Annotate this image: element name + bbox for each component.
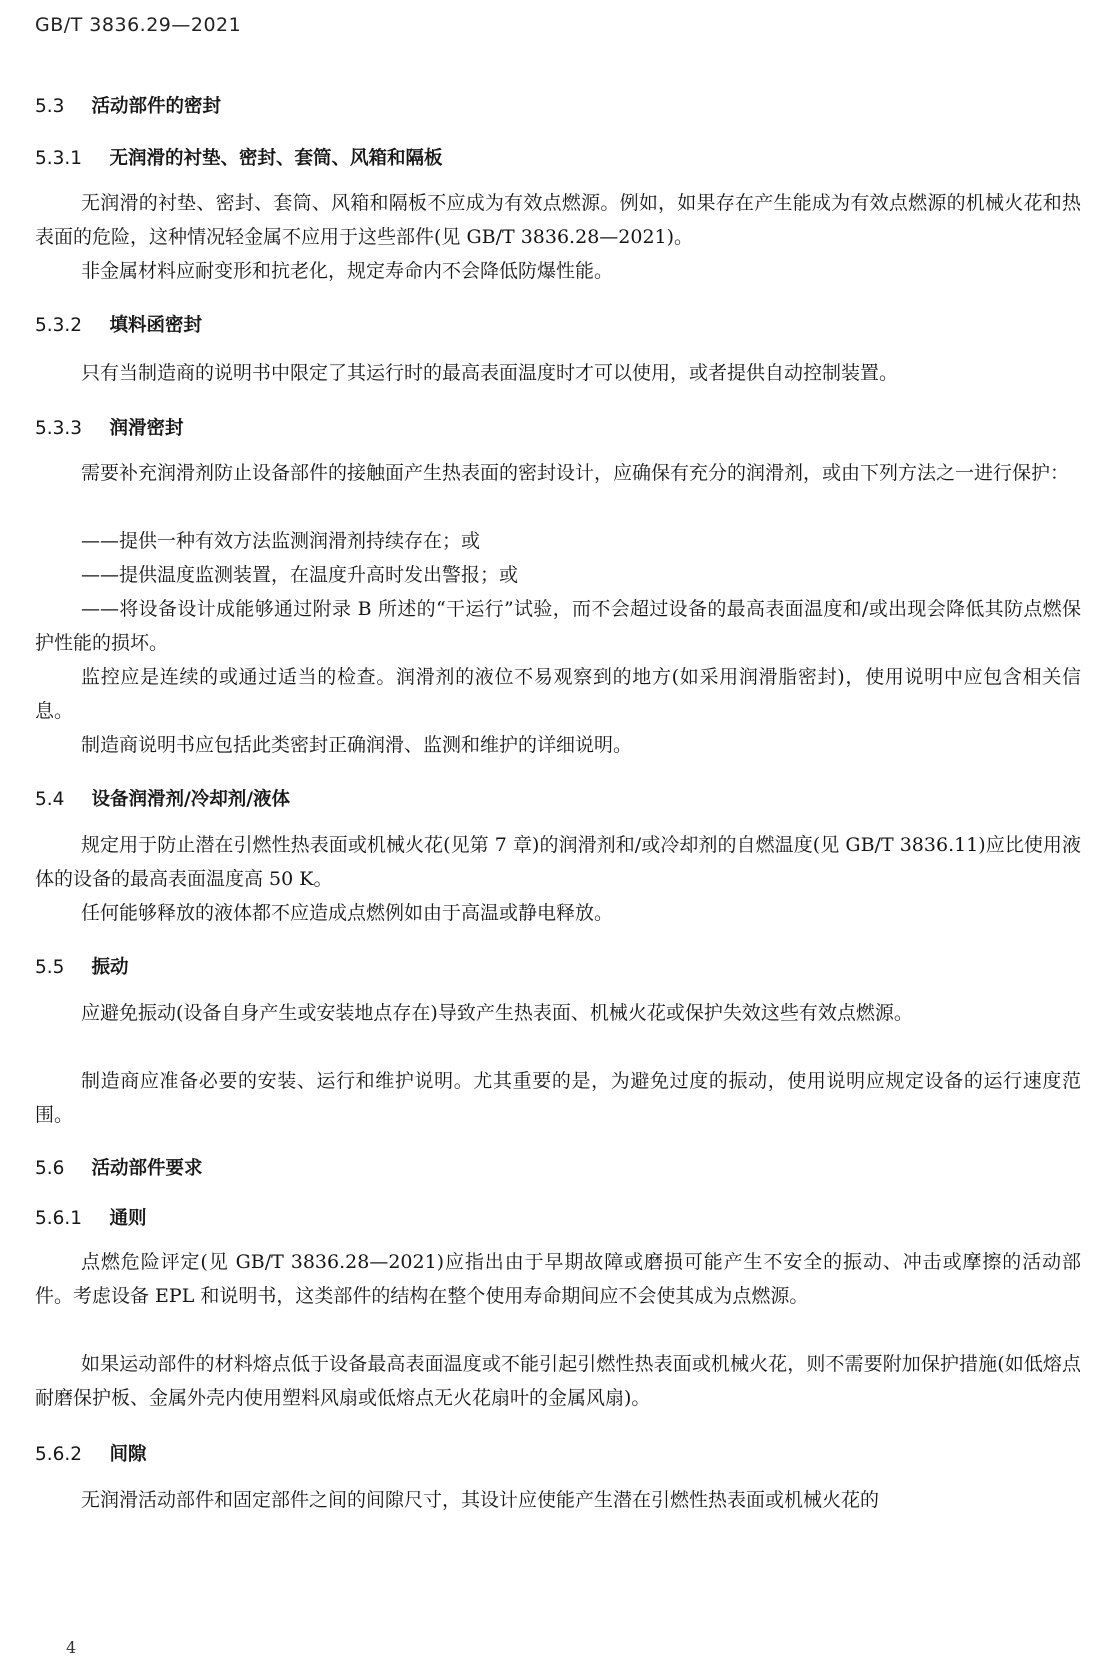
section-heading-5-3	[35, 92, 221, 118]
section-number: 5.4	[35, 789, 65, 810]
section-title: 填料函密封	[109, 315, 202, 336]
list-item: ——提供一种有效方法监测润滑剂持续存在；或	[81, 530, 481, 552]
section-title: 润滑密封	[109, 418, 184, 439]
section-heading-5-6-1	[35, 1204, 146, 1230]
section-number: 5.5	[35, 957, 65, 978]
section-heading-5-3-2	[35, 311, 202, 337]
section-heading-5-3-1	[35, 144, 442, 170]
paragraph: 应避免振动(设备自身产生或安装地点存在)导致产生热表面、机械火花或保护失效这些有效点燃源。	[81, 1002, 913, 1024]
paragraph: 无润滑的衬垫、密封、套筒、风箱和隔板不应成为有效点燃源。例如，如果存在产生能成为有效点燃源的机械火花和热表面的危险，这种情况轻金属不应用于这些部件(见 GB/T 3836.28—2021)。	[35, 192, 1081, 248]
paragraph: 无润滑活动部件和固定部件之间的间隙尺寸，其设计应使能产生潜在引燃性热表面或机械火花的	[81, 1489, 880, 1511]
section-title: 活动部件要求	[91, 1158, 203, 1179]
paragraph: 需要补充润滑剂防止设备部件的接触面产生热表面的密封设计，应确保有充分的润滑剂，或由下列方法之一进行保护：	[81, 462, 1070, 484]
section-heading-5-4	[35, 785, 290, 811]
section-number: 5.6	[35, 1158, 65, 1179]
section-number: 5.3.2	[35, 315, 83, 336]
paragraph: 如果运动部件的材料熔点低于设备最高表面温度或不能引起引燃性热表面或机械火花，则不需要附加保护措施(如低熔点耐磨保护板、金属外壳内使用塑料风扇或低熔点无火花扇叶的金属风扇)。	[35, 1353, 1081, 1409]
paragraph: 非金属材料应耐变形和抗老化，规定寿命内不会降低防爆性能。	[81, 260, 614, 282]
list-item: ——提供温度监测装置，在温度升高时发出警报；或	[81, 564, 519, 586]
section-number: 5.3.1	[35, 148, 83, 169]
list-item: ——将设备设计成能够通过附录 B 所述的“干运行”试验，而不会超过设备的最高表面温度和/或出现会降低其防点燃保护性能的损坏。	[35, 598, 1081, 654]
section-title: 通则	[109, 1208, 147, 1229]
section-number: 5.6.2	[35, 1444, 83, 1465]
section-title: 设备润滑剂/冷却剂/液体	[91, 789, 290, 810]
section-title: 活动部件的密封	[91, 96, 221, 117]
paragraph: 任何能够释放的液体都不应造成点燃例如由于高温或静电释放。	[81, 902, 614, 924]
section-title: 振动	[91, 957, 129, 978]
paragraph: 制造商应准备必要的安装、运行和维护说明。尤其重要的是，为避免过度的振动，使用说明应规定设备的运行速度范围。	[35, 1070, 1081, 1126]
section-heading-5-6	[35, 1154, 202, 1180]
section-heading-5-3-3	[35, 414, 183, 440]
paragraph: 制造商说明书应包括此类密封正确润滑、监测和维护的详细说明。	[81, 734, 633, 756]
section-title: 间隙	[109, 1444, 147, 1465]
section-number: 5.6.1	[35, 1208, 83, 1229]
paragraph: 只有当制造商的说明书中限定了其运行时的最高表面温度时才可以使用，或者提供自动控制装置。	[81, 362, 899, 384]
document-code: GB/T 3836.29—2021	[35, 14, 242, 36]
section-heading-5-5	[35, 953, 128, 979]
section-number: 5.3.3	[35, 418, 83, 439]
paragraph: 规定用于防止潜在引燃性热表面或机械火花(见第 7 章)的润滑剂和/或冷却剂的自燃温度(见 GB/T 3836.11)应比使用液体的设备的最高表面温度高 50 K。	[35, 834, 1081, 890]
paragraph: 点燃危险评定(见 GB/T 3836.28—2021)应指出由于早期故障或磨损可能产生不安全的振动、冲击或摩擦的活动部件。考虑设备 EPL 和说明书，这类部件的结构在整个使用寿命期间应不会使其成为点燃源。	[35, 1251, 1081, 1307]
paragraph: 监控应是连续的或通过适当的检查。润滑剂的液位不易观察到的地方(如采用润滑脂密封)，使用说明中应包含相关信息。	[35, 666, 1081, 722]
page-number: 4	[66, 1638, 77, 1657]
section-heading-5-6-2	[35, 1440, 146, 1466]
section-number: 5.3	[35, 96, 65, 117]
section-title: 无润滑的衬垫、密封、套筒、风箱和隔板	[109, 148, 443, 169]
